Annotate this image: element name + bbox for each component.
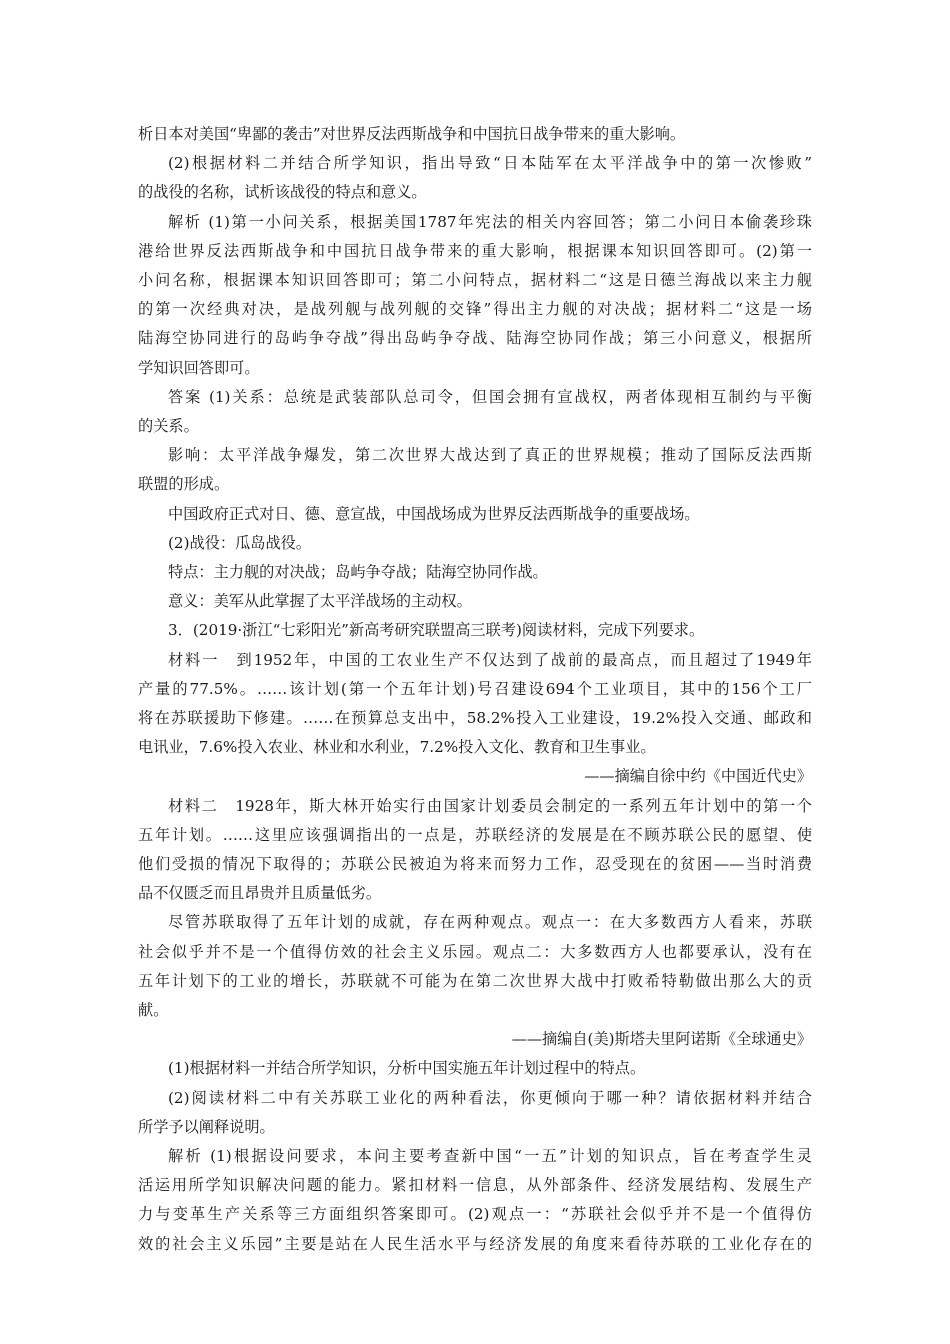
text-line: 中国政府正式对日、德、意宣战，中国战场成为世界反法西斯战争的重要战场。 bbox=[168, 504, 700, 523]
text-line: 的第一次经典对决，是战列舰与战列舰的交锋”得出主力舰的对决战；据材料二“这是一场 bbox=[138, 300, 812, 319]
text-line: 力与变革生产关系等三方面组织答案即可。(2)观点一：“苏联社会似乎并不是一个值得仿 bbox=[138, 1205, 812, 1224]
text-line: 所学予以阐释说明。 bbox=[138, 1117, 275, 1136]
text-line: (2)阅读材料二中有关苏联工业化的两种看法，你更倾向于哪一种？请依据材料并结合 bbox=[168, 1088, 812, 1107]
text-line: 电讯业，7.6%投入农业、林业和水利业，7.2%投入文化、教育和卫生事业。 bbox=[138, 738, 656, 757]
text-line: 五年计划下的工业的增长，苏联就不可能为在第二次世界大战中打败希特勒做出那么大的贡 bbox=[138, 971, 812, 990]
text-line: 的关系。 bbox=[138, 417, 199, 435]
text-line: (2)战役：瓜岛战役。 bbox=[168, 533, 312, 552]
text-line: 产量的77.5%。……该计划(第一个五年计划)号召建设694个工业项目，其中的156个工厂 bbox=[138, 679, 812, 698]
text-line: 联盟的形成。 bbox=[138, 475, 230, 494]
text-line: 品不仅匮乏而且昂贵并且质量低劣。 bbox=[138, 884, 381, 903]
text-line: (1)根据材料一并结合所学知识，分析中国实施五年计划过程中的特点。 bbox=[168, 1059, 646, 1078]
text-line: 3．(2019·浙江“七彩阳光”新高考研究联盟高三联考)阅读材料，完成下列要求。 bbox=[168, 621, 705, 640]
text-line: 活运用所学知识解决问题的能力。紧扣材料一信息，从外部条件、经济发展结构、发展生产 bbox=[138, 1176, 812, 1195]
text-line: 五年计划。……这里应该强调指出的一点是，苏联经济的发展是在不顾苏联公民的愿望、使 bbox=[138, 825, 812, 844]
text-line: 将在苏联援助下修建。……在预算总支出中，58.2%投入工业建设，19.2%投入交通、邮政和 bbox=[138, 709, 812, 727]
text-line: 他们受损的情况下取得的；苏联公民被迫为将来而努力工作，忍受现在的贫困——当时消费 bbox=[138, 855, 812, 873]
text-line: 尽管苏联取得了五年计划的成就，存在两种观点。观点一：在大多数西方人看来，苏联 bbox=[168, 913, 812, 932]
text-line: 学知识回答即可。 bbox=[138, 358, 260, 377]
source-citation: ——摘编自徐中约《中国近代史》 bbox=[584, 767, 812, 786]
text-line: 影响：太平洋战争爆发，第二次世界大战达到了真正的世界规模；推动了国际反法西斯 bbox=[168, 446, 812, 465]
text-line: 献。 bbox=[138, 1001, 169, 1019]
text-line: 社会似乎并不是一个值得仿效的社会主义乐园。观点二：大多数西方人也都要承认，没有在 bbox=[138, 942, 812, 961]
text-line: (2)根据材料二并结合所学知识，指出导致“日本陆军在太平洋战争中的第一次惨败” bbox=[168, 154, 812, 173]
text-line: 析日本对美国“卑鄙的袭击”对世界反法西斯战争和中国抗日战争带来的重大影响。 bbox=[138, 125, 686, 143]
text-line: 特点：主力舰的对决战；岛屿争夺战；陆海空协同作战。 bbox=[168, 563, 548, 581]
source-citation: ——摘编自(美)斯塔夫里阿诺斯《全球通史》 bbox=[511, 1030, 812, 1049]
text-line: 小问名称，根据课本知识回答即可；第二小问特点，据材料二“这是日德兰海战以来主力舰 bbox=[138, 271, 812, 289]
text-line: 解析 (1)根据设问要求，本问主要考查新中国“一五”计划的知识点，旨在考查学生灵 bbox=[168, 1147, 812, 1165]
text-line: 材料二 1928年，斯大林开始实行由国家计划委员会制定的一系列五年计划中的第一个 bbox=[168, 796, 812, 815]
text-line: 意义：美军从此掌握了太平洋战场的主动权。 bbox=[168, 592, 472, 611]
text-line: 解析 (1)第一小问关系，根据美国1787年宪法的相关内容回答；第二小问日本偷袭珍珠 bbox=[168, 212, 812, 231]
text-line: 陆海空协同进行的岛屿争夺战”得出岛屿争夺战、陆海空协同作战；第三小问意义，根据所 bbox=[138, 329, 812, 348]
text-line: 答案 (1)关系：总统是武装部队总司令，但国会拥有宣战权，两者体现相互制约与平衡 bbox=[168, 387, 812, 406]
text-line: 效的社会主义乐园”主要是站在人民生活水平与经济发展的角度来看待苏联的工业化存在的 bbox=[138, 1234, 812, 1253]
text-line: 材料一 到1952年，中国的工农业生产不仅达到了战前的最高点，而且超过了1949年 bbox=[168, 650, 812, 669]
text-line: 港给世界反法西斯战争和中国抗日战争带来的重大影响，根据课本知识回答即可。(2)第一 bbox=[138, 241, 812, 260]
text-line: 的战役的名称，试析该战役的特点和意义。 bbox=[138, 183, 427, 202]
